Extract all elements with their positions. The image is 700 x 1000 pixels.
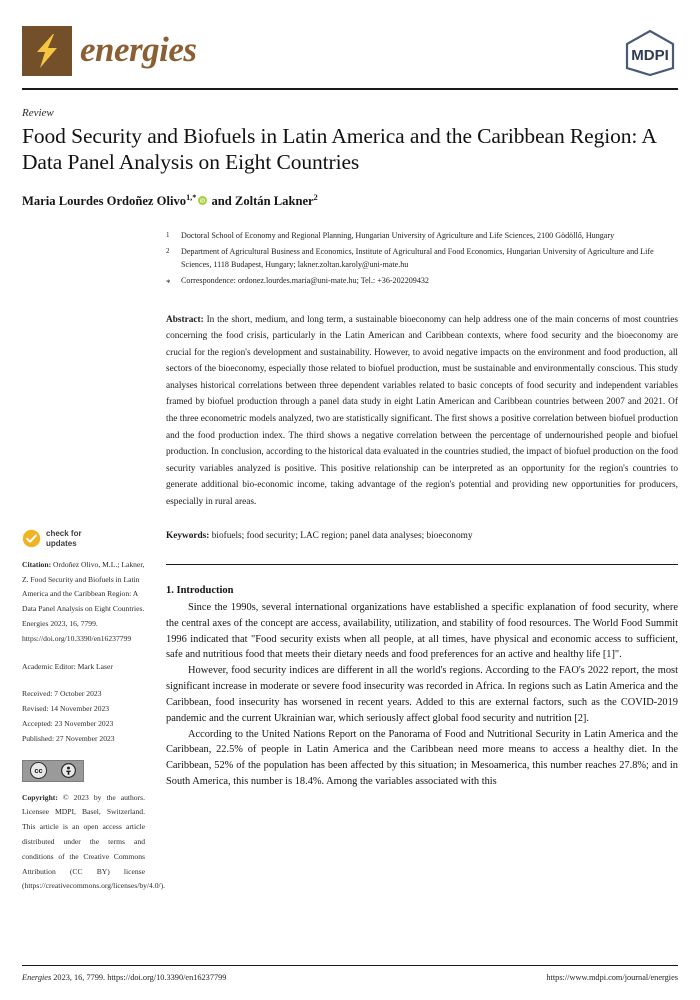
- journal-title: energies: [80, 29, 197, 69]
- date-received: Received: 7 October 2023: [22, 689, 102, 699]
- citation-block: [22, 558, 145, 647]
- author-conjunction: and: [211, 193, 232, 208]
- affiliation-text: Department of Agricultural Business and Economics, Institute of Agricultural and Food Economics, Hungarian University of Agriculture and Life Sciences, 1118 Budapest, Hungary; lakner.zoltan.karoly@uni-mate.hu: [181, 246, 654, 269]
- footer-row: [22, 973, 678, 982]
- affiliations: [166, 229, 678, 291]
- author-name-1: Maria Lourdes Ordoñez Olivo: [22, 193, 187, 208]
- citation-text: Ordoñez Olivo, M.L.; Lakner, Z. Food Security and Biofuels in Latin America and the Caribbean Region: A Data Panel Analysis on Eight Countries. Energies 2023, 16, 7799. https://doi.org/10.3390/en16237799: [22, 559, 145, 643]
- footer-journal-name: Energies: [22, 973, 52, 982]
- footer-citation: [22, 973, 226, 982]
- affiliation-item: [166, 274, 678, 291]
- page-footer: [22, 965, 678, 982]
- section-divider: [166, 564, 678, 565]
- introduction-paragraph: However, food security indices are different in all the world's regions. According to the FAO's 2022 report, the most significant increase in moderate or severe food insecurity was recorded in Africa. In regions such as Latin America and the Caribbean, food insecurity has worsened in recent years. Added to this are external factors, such as the COVID-2019 pandemic and the current Ukrainian war, which seriously affect global food security and nutrition [2].: [166, 665, 678, 724]
- main-column: [155, 229, 678, 907]
- copyright-block: [22, 791, 166, 895]
- cfu-line-1: check for: [46, 528, 82, 538]
- publication-dates: [22, 687, 145, 746]
- copyright-text: © 2023 by the authors. Licensee MDPI, Basel, Switzerland. This article is an open access article distributed under the terms and conditions of the Creative Commons Attribution (CC BY) license (https://creativecommons.org/licenses/by/4.0/).: [22, 792, 166, 891]
- date-revised: Revised: 14 November 2023: [22, 704, 110, 714]
- by-person-icon: [61, 763, 76, 778]
- date-accepted: Accepted: 23 November 2023: [22, 718, 114, 728]
- orcid-icon[interactable]: [198, 196, 207, 205]
- abstract: [166, 312, 678, 511]
- check-for-updates-label: [46, 529, 82, 549]
- date-published: Published: 27 November 2023: [22, 733, 115, 743]
- svg-text:iD: iD: [200, 198, 206, 205]
- author-2-affiliation-marker: 2: [313, 192, 318, 202]
- footer-journal-url[interactable]: https://www.mdpi.com/journal/energies: [546, 973, 678, 982]
- svg-text:MDPI: MDPI: [631, 47, 669, 64]
- abstract-label: Abstract:: [166, 314, 204, 325]
- author-list: [22, 193, 678, 209]
- article-type: Review: [22, 107, 54, 119]
- mdpi-hexagon-icon: [622, 28, 678, 78]
- keywords-text: biofuels; food security; LAC region; panel data analyses; bioeconomy: [211, 531, 473, 542]
- left-rail: [22, 229, 166, 907]
- introduction-paragraph: Since the 1990s, several international organizations have established a specific explanation of food security, where the central axes of the concept are access, availability, utilization, and stability of food resources. The World Food Summit 1996 indicated that "Food security exists when all people, at all times, have physical and economic access to sufficient, safe and nutritious food that meets their dietary needs and food preferences for an active and healthy life [1]".: [166, 602, 678, 661]
- academic-editor: Academic Editor: Mark Laser: [22, 661, 113, 671]
- abstract-text: In the short, medium, and long term, a sustainable bioeconomy can help address one of the main concerns of most countries concerning the food crisis, particularly in the Latin American and Caribbean contexts, where food security and the bioeconomy are crucial for the region's development and sustainability. However, to avoid negative impacts on the environment and food production, all sectors of the bioeconomy, especially those related to biofuel production, must be sustainable and environmentally conscious. This study analyses historical correlations between three dependent variables related to basic concepts of food security and independent variables framed by biofuel production through a panel data study in eight Latin American and Caribbean countries between 2007 and 2021. Of the three econometric models analyzed, two are statistically significant. The first shows a positive correlation between biofuel production and the food production index. The third shows a negative correlation between the percentage of undernourished people and biofuel production. In conclusion, according to the historical data evaluated in the countries studied, the impact of biofuel production on the food security variables analyzed is positive. This positive relationship can be interpreted as an opportunity for the region's countries to generate additional bio-economic income, taking advantage of the region's potential and providing new opportunities for producers, especially in rural areas.: [166, 314, 678, 507]
- copyright-label: Copyright:: [22, 792, 58, 802]
- keywords-label: Keywords:: [166, 531, 210, 542]
- page-title: Food Security and Biofuels in Latin America and the Caribbean Region: A Data Panel Analysis on Eight Countries: [22, 124, 656, 174]
- author-1-affiliation-marker: 1,*: [186, 192, 197, 202]
- cfu-line-2: updates: [46, 538, 77, 548]
- journal-brand[interactable]: [22, 26, 197, 76]
- affiliation-marker: 1: [166, 230, 170, 239]
- affiliation-marker: 2: [166, 246, 170, 255]
- correspondence-marker: *: [166, 278, 171, 289]
- affiliation-text: Doctoral School of Economy and Regional Planning, Hungarian University of Agriculture and Life Sciences, 2100 Gödöllő, Hungary: [181, 230, 615, 240]
- check-for-updates-badge[interactable]: [22, 529, 145, 549]
- affiliation-item: [166, 229, 678, 242]
- lightning-bolt-icon: [33, 32, 61, 70]
- author-name-2: Zoltán Lakner: [234, 193, 314, 208]
- masthead-divider: [22, 88, 678, 90]
- creative-commons-badge[interactable]: [22, 760, 84, 782]
- mdpi-logo[interactable]: [622, 28, 678, 83]
- correspondence-text: Correspondence: ordonez.lourdes.maria@uni-mate.hu; Tel.: +36-202209432: [181, 276, 429, 286]
- affiliation-item: [166, 245, 678, 271]
- introduction-paragraph: According to the United Nations Report on the Panorama of Food and Nutritional Security in Latin America and the Caribbean, 22.5% of people in Latin America and the Caribbean need more means to access a healthy diet. In the Caribbean, 52% of the population has been affected by this situation; in Mesoamerica, this number reaches 27.8%; and in South America, this number is 18.4%. Among the variables associated with this: [166, 728, 678, 787]
- masthead: [22, 26, 678, 84]
- cc-icon: cc: [30, 762, 47, 779]
- footer-citation-rest: 2023, 16, 7799. https://doi.org/10.3390/en16237799: [53, 973, 227, 982]
- citation-label: Citation:: [22, 559, 52, 569]
- check-circle-icon: [22, 529, 41, 548]
- body-grid: [22, 229, 678, 907]
- keywords: [166, 529, 678, 545]
- energies-logo-mark: [22, 26, 72, 76]
- footer-divider: [22, 965, 678, 966]
- introduction-heading: 1. Introduction: [166, 585, 234, 597]
